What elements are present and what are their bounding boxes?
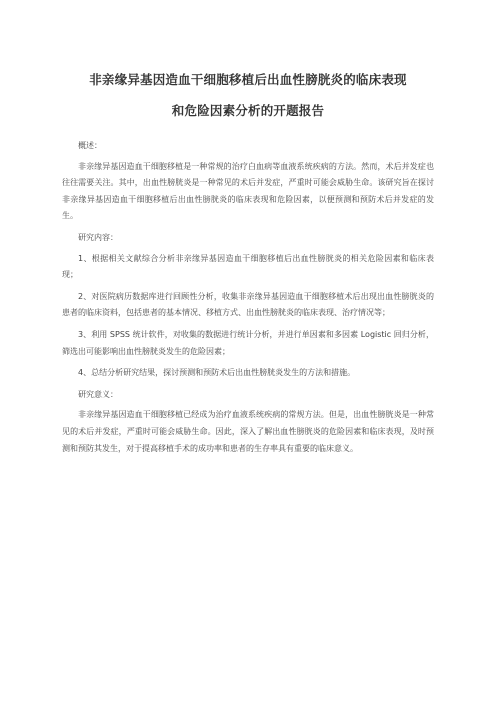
overview-heading: 概述： [78, 141, 102, 150]
content-item-2: 2、对医院病历数据库进行回顾性分析，收集非亲缘异基因造血干细胞移植术后出现出血性膀胱炎的患者的临床资料，包括患者的基本情况、移植方式、出血性膀胱炎的临床表现、治疗情况等； [62, 291, 434, 318]
content-heading: 研究内容： [78, 232, 118, 242]
document-body [62, 138, 434, 462]
document-title-line1: 非亲缘异基因造血干细胞移植后出血性膀胱炎的临床表现 [89, 72, 407, 87]
content-item-1: 1、根据相关文献综合分析非亲缘异基因造血干细胞移植后出血性膀胱炎的相关危险因素和临床表现； [62, 253, 434, 280]
significance-heading: 研究意义： [78, 389, 118, 399]
significance-paragraph: 非亲缘异基因造血干细胞移植已经成为治疗血液系统疾病的常规方法。但是，出血性膀胱炎是一种常见的术后并发症，严重时可能会威胁生命。因此，深入了解出血性膀胱炎的危险因素和临床表现，及时预测和预防其发生，对于提高移植手术的成功率和患者的生存率具有重要的临床意义。 [62, 410, 434, 453]
overview-paragraph: 非亲缘异基因造血干细胞移植是一种常规的治疗白血病等血液系统疾病的方法。然而，术后并发症也往往需要关注。其中，出血性膀胱炎是一种常见的术后并发症，严重时可能会威胁生命。该研究旨在探讨非亲缘异基因造血干细胞移植后出血性膀胱炎的临床表现和危险因素，以便预测和预防术后并发症的发生。 [62, 161, 434, 221]
content-item-3: 3、利用 SPSS 统计软件，对收集的数据进行统计分析，并进行单因素和多因素 Logistic 回归分析，筛选出可能影响出血性膀胱炎发生的危险因素； [62, 329, 434, 356]
content-item-4: 4、总结分析研究结果，探讨预测和预防术后出血性膀胱炎发生的方法和措施。 [78, 368, 356, 378]
document-title-line2: 和危险因素分析的开题报告 [171, 103, 325, 118]
